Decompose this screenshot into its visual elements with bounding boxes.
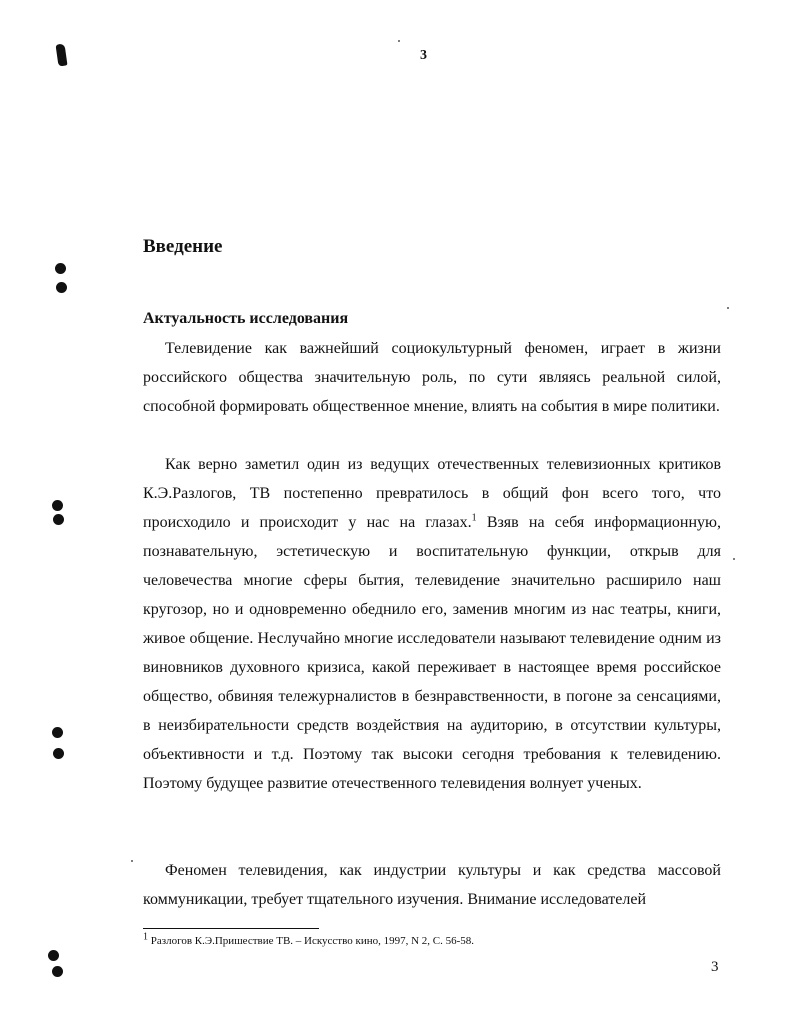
page-number-bottom: 3 (711, 959, 719, 975)
punch-hole (52, 966, 63, 977)
punch-hole (53, 514, 64, 525)
section-heading: Введение (143, 236, 223, 257)
footnote-reference: 1 (471, 512, 477, 524)
footnote (143, 931, 475, 947)
paragraph-2-continuation: Взяв на себя информационную, познавательную, эстетическую и воспитательную функции, открыв для человечества многие сферы бытия, телевидение значительно расширило наш кругозор, но и одновременно обеднило его, заменив многим из нас театры, книги, живое общение. Неслучайно многие исследователи называют телевидение одним из виновников духовного кризиса, какой переживает в настоящее время российское общество, обвиняя тележурналистов в безнравственности, в погоне за сенсациями, в неизбирательности средств воздействия на аудиторию, в отсутствии культуры, объективности и т.д. Поэтому так высоки сегодня требования к телевидению. Поэтому будущее развитие отечественного телевидения волнует ученых. (143, 514, 722, 792)
scan-speck (398, 40, 400, 42)
paragraph-3: Феномен телевидения, как индустрии культуры и как средства массовой коммуникации, требует тщательного изучения. Внимание исследователей (143, 862, 721, 908)
punch-hole (53, 748, 64, 759)
punch-hole (52, 727, 63, 738)
punch-hole (55, 263, 66, 274)
scan-speck (733, 558, 735, 560)
subsection-heading: Актуальность исследования (143, 310, 349, 327)
punch-hole (52, 500, 63, 511)
paragraph-1: Телевидение как важнейший социокультурный феномен, играет в жизни российского общества значительную роль, по сути являясь реальной силой, способной формировать общественное мнение, влиять на события в мире политики. (143, 340, 721, 415)
footnote-divider (143, 928, 319, 929)
footnote-text: Разлогов К.Э.Пришествие ТВ. – Искусство кино, 1997, N 2, С. 56-58. (150, 935, 475, 947)
paragraph-2-sentence-1: Как верно заметил один из ведущих отечественных телевизионных критиков К.Э.Разлогов, ТВ постепенно превратилось в общий фон всего того, что происходило и происходит у нас на глазах. (143, 456, 721, 531)
punch-hole (56, 282, 67, 293)
page-number-top: 3 (420, 48, 427, 63)
punch-hole (48, 950, 59, 961)
footnote-marker: 1 (143, 931, 148, 943)
scan-speck (131, 860, 133, 862)
scan-speck (727, 307, 729, 309)
scan-corner-mark (56, 43, 68, 66)
paragraph-2 (143, 450, 721, 798)
